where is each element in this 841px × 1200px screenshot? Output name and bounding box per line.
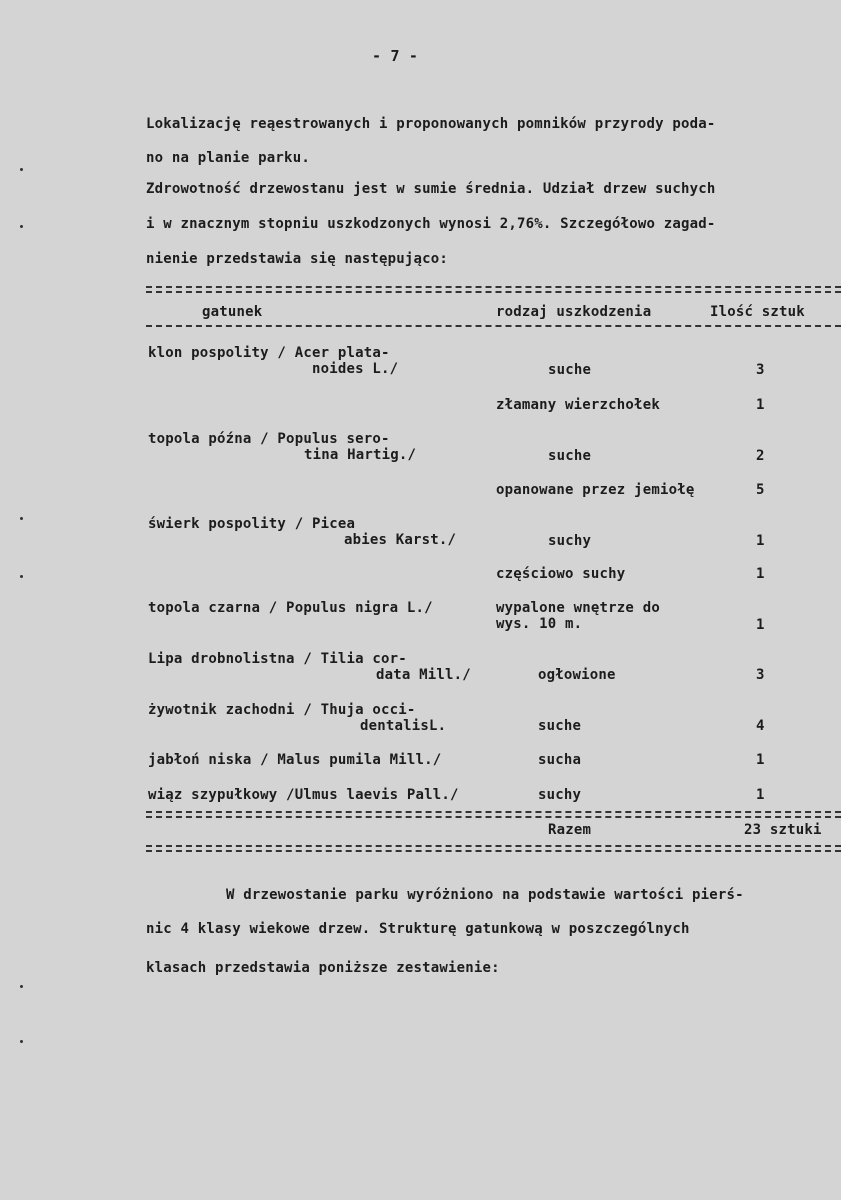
species-cell: data Mill./ bbox=[376, 667, 471, 683]
paragraph-line: Lokalizację reąestrowanych i proponowanych pomników przyrody poda- bbox=[146, 116, 716, 132]
header-species: gatunek bbox=[202, 304, 263, 320]
damage-cell: suchy bbox=[548, 533, 592, 549]
count-cell: 4 bbox=[756, 718, 765, 734]
header-damage: rodzaj uszkodzenia bbox=[496, 304, 652, 320]
species-cell: klon pospolity / Acer plata- bbox=[148, 345, 390, 361]
count-cell: 5 bbox=[756, 482, 765, 498]
species-cell: topola czarna / Populus nigra L./ bbox=[148, 600, 433, 616]
damage-cell: częściowo suchy bbox=[496, 566, 626, 582]
count-cell: 1 bbox=[756, 787, 765, 803]
damage-cell: opanowane przez jemiołę bbox=[496, 482, 695, 498]
header-count: Ilość sztuk bbox=[710, 304, 805, 320]
damage-cell: wys. 10 m. bbox=[496, 616, 583, 632]
damage-cell: suche bbox=[548, 362, 592, 378]
species-cell: dentalisL. bbox=[360, 718, 447, 734]
count-cell: 1 bbox=[756, 617, 765, 633]
total-label: Razem bbox=[548, 822, 592, 838]
count-cell: 1 bbox=[756, 566, 765, 582]
count-cell: 1 bbox=[756, 533, 765, 549]
count-cell: 3 bbox=[756, 667, 765, 683]
paragraph-line: klasach przedstawia poniższe zestawienie: bbox=[146, 960, 500, 976]
paragraph-line: no na planie parku. bbox=[146, 150, 310, 166]
paragraph-line: i w znacznym stopniu uszkodzonych wynosi 2,76%. Szczegółowo zagad- bbox=[146, 216, 716, 232]
table-bottom-rule bbox=[146, 850, 841, 852]
species-cell: abies Karst./ bbox=[344, 532, 457, 548]
count-cell: 1 bbox=[756, 752, 765, 768]
species-cell: jabłoń niska / Malus pumila Mill./ bbox=[148, 752, 442, 768]
species-cell: tina Hartig./ bbox=[304, 447, 417, 463]
species-cell: topola późna / Populus sero- bbox=[148, 431, 390, 447]
damage-cell: złamany wierzchołek bbox=[496, 397, 660, 413]
table-top-rule bbox=[146, 286, 841, 288]
margin-speck bbox=[20, 985, 23, 988]
species-cell: Lipa drobnolistna / Tilia cor- bbox=[148, 651, 407, 667]
damage-cell: sucha bbox=[538, 752, 582, 768]
damage-cell: ogłowione bbox=[538, 667, 616, 683]
species-cell: świerk pospolity / Picea bbox=[148, 516, 356, 532]
table-top-rule bbox=[146, 291, 841, 293]
paragraph-line: nic 4 klasy wiekowe drzew. Strukturę gatunkową w poszczególnych bbox=[146, 921, 690, 937]
total-value: 23 sztuki bbox=[744, 822, 822, 838]
count-cell: 3 bbox=[756, 362, 765, 378]
margin-speck bbox=[20, 168, 23, 171]
table-bottom-rule bbox=[146, 845, 841, 847]
header-rule bbox=[146, 325, 841, 327]
paragraph-line: W drzewostanie parku wyróżniono na podstawie wartości pierś- bbox=[226, 887, 744, 903]
species-cell: żywotnik zachodni / Thuja occi- bbox=[148, 702, 416, 718]
margin-speck bbox=[20, 1040, 23, 1043]
species-cell: wiąz szypułkowy /Ulmus laevis Pall./ bbox=[148, 787, 459, 803]
margin-speck bbox=[20, 575, 23, 578]
page-number: - 7 - bbox=[372, 47, 419, 65]
damage-cell: suche bbox=[538, 718, 582, 734]
paragraph-line: Zdrowotność drzewostanu jest w sumie średnia. Udział drzew suchych bbox=[146, 181, 716, 197]
damage-cell: wypalone wnętrze do bbox=[496, 600, 660, 616]
total-rule bbox=[146, 811, 841, 813]
damage-cell: suche bbox=[548, 448, 592, 464]
damage-cell: suchy bbox=[538, 787, 582, 803]
count-cell: 2 bbox=[756, 448, 765, 464]
margin-speck bbox=[20, 517, 23, 520]
count-cell: 1 bbox=[756, 397, 765, 413]
total-rule bbox=[146, 816, 841, 818]
paragraph-line: nienie przedstawia się następująco: bbox=[146, 251, 449, 267]
species-cell: noides L./ bbox=[312, 361, 399, 377]
margin-speck bbox=[20, 225, 23, 228]
